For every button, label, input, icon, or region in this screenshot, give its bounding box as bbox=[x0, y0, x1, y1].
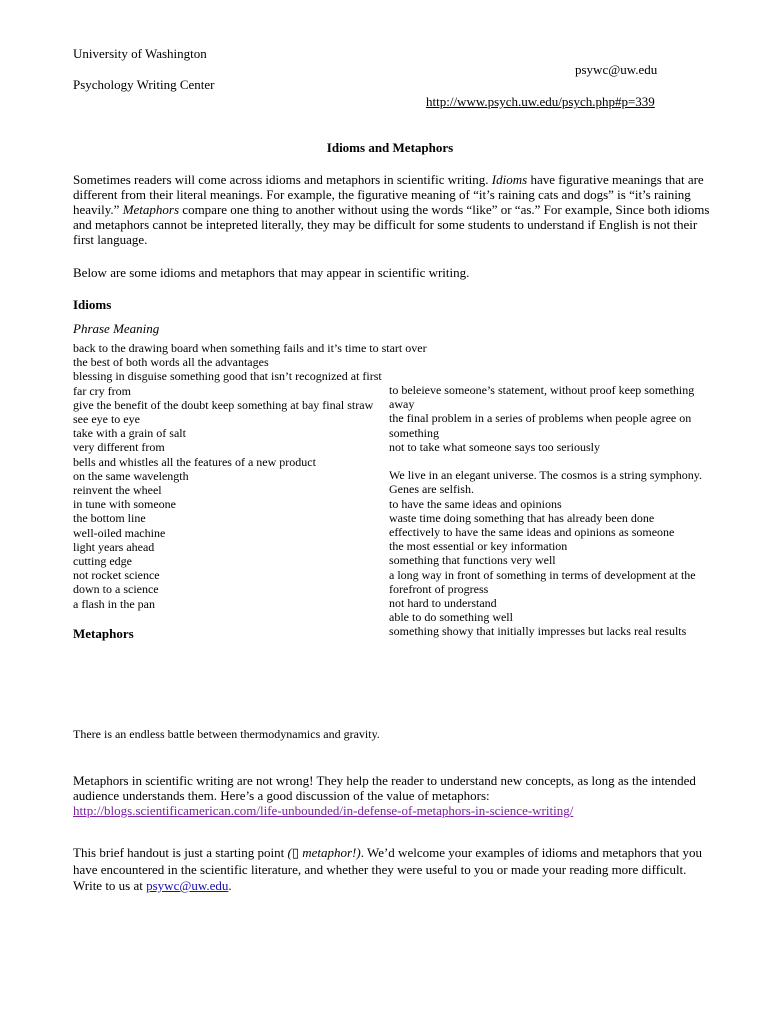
list-item: to beleieve someone’s statement, without proof keep something bbox=[389, 383, 695, 397]
center-name: Psychology Writing Center bbox=[73, 77, 215, 92]
list-item: on the same wavelength bbox=[73, 468, 189, 483]
intro-paragraph bbox=[73, 172, 713, 247]
list-item: We live in an elegant universe. The cosmos is a string symphony. bbox=[389, 468, 702, 483]
institution-name: University of Washington bbox=[73, 46, 207, 61]
list-item: able to do something well bbox=[389, 610, 513, 625]
list-item: not to take what someone says too seriously bbox=[389, 439, 600, 454]
metaphors-term: Metaphors bbox=[122, 202, 180, 217]
list-item: far cry from bbox=[73, 383, 131, 398]
intro-part-1: Sometimes readers will come across idioms and metaphors in scientific writing. bbox=[73, 172, 489, 187]
idioms-heading: Idioms bbox=[73, 297, 112, 312]
list-item: take with a grain of salt bbox=[73, 426, 186, 441]
contact-email: psywc@uw.edu bbox=[575, 62, 658, 77]
metaphors-article-link[interactable]: http://blogs.scientificamerican.com/life-unbounded/in-defense-of-metaphors-in-science-writing/ bbox=[73, 803, 574, 818]
list-item: forefront of progress bbox=[389, 581, 489, 596]
list-item: see eye to eye bbox=[73, 412, 140, 427]
list-item: cutting edge bbox=[73, 554, 132, 569]
closing-email-link[interactable]: psywc@uw.edu bbox=[146, 878, 229, 893]
list-item: give the benefit of the doubt keep something at bay final straw bbox=[73, 397, 374, 412]
list-item: the best of both words all the advantages bbox=[73, 355, 269, 370]
idioms-left-column bbox=[73, 341, 427, 611]
center-url-link[interactable] bbox=[426, 94, 655, 109]
phrase-meaning-header: Phrase Meaning bbox=[73, 321, 160, 336]
list-item: the most essential or key information bbox=[389, 539, 568, 554]
list-item: back to the drawing board when something fails and it’s time to start over bbox=[73, 341, 427, 355]
metaphors-paragraph bbox=[73, 773, 713, 818]
battle-line: There is an endless battle between thermodynamics and gravity. bbox=[73, 727, 380, 741]
list-item: not hard to understand bbox=[389, 596, 497, 611]
list-item: waste time doing something that has already been done bbox=[389, 510, 655, 525]
list-item: something showy that initially impresses but lacks real results bbox=[389, 624, 687, 639]
list-item: a flash in the pan bbox=[73, 596, 155, 611]
idioms-right-column bbox=[389, 383, 702, 639]
list-item: a long way in front of something in terms of development at the bbox=[389, 567, 696, 582]
closing-part-c: . We’d welcome your examples of idioms and metaphors that you have encountered in the scientific literature, and whether they were useful to you or made your reading more difficult. Write to us at bbox=[73, 845, 703, 893]
intro-part-3: compare one thing to another without using the words “like” or “as.” For example, Since both idioms and metaphors cannot be intepreted literally, they may be difficult for some students to understand if English is not their first language. bbox=[73, 202, 710, 247]
intro-part-2: have figurative meanings that are different from their literal meanings. For example, the figurative meaning of “it’s raining cats and dogs” is “it’s raining heavily.” bbox=[73, 172, 704, 217]
list-item: light years ahead bbox=[73, 539, 155, 554]
list-item: effectively to have the same ideas and opinions as someone bbox=[389, 525, 675, 540]
list-item: blessing in disguise something good that isn’t recognized at first bbox=[73, 369, 382, 384]
closing-paragraph bbox=[73, 845, 713, 895]
list-item: something that functions very well bbox=[389, 553, 556, 568]
list-item: very different from bbox=[73, 440, 165, 455]
list-item: something bbox=[389, 425, 439, 440]
idioms-term: Idioms bbox=[491, 172, 528, 187]
center-url-text[interactable]: http://www.psych.uw.edu/psych.php#p=339 bbox=[426, 94, 655, 109]
list-item: reinvent the wheel bbox=[73, 483, 162, 498]
list-item: well-oiled machine bbox=[73, 525, 166, 540]
metaphors-heading: Metaphors bbox=[73, 626, 134, 641]
list-item: not rocket science bbox=[73, 568, 160, 583]
page-title: Idioms and Metaphors bbox=[326, 140, 454, 155]
list-item: the bottom line bbox=[73, 511, 146, 526]
metaphors-paragraph-text: Metaphors in scientific writing are not wrong! They help the reader to understand new concepts, as long as the intended audience understands them. Here’s a good discussion of the value of metaphors: bbox=[73, 773, 696, 803]
list-item: in tune with someone bbox=[73, 497, 176, 512]
closing-metaphor-note: (▯ metaphor!) bbox=[287, 845, 361, 860]
list-item: to have the same ideas and opinions bbox=[389, 496, 562, 511]
list-item: Genes are selfish. bbox=[389, 482, 474, 497]
closing-end: . bbox=[228, 878, 232, 893]
list-item: the final problem in a series of problems when people agree on bbox=[389, 411, 692, 426]
list-item bbox=[389, 454, 702, 468]
below-text: Below are some idioms and metaphors that may appear in scientific writing. bbox=[73, 265, 470, 280]
list-item: away bbox=[389, 397, 415, 412]
list-item: down to a science bbox=[73, 582, 159, 597]
list-item: bells and whistles all the features of a new product bbox=[73, 454, 316, 469]
closing-part-a: This brief handout is just a starting point bbox=[73, 845, 285, 860]
